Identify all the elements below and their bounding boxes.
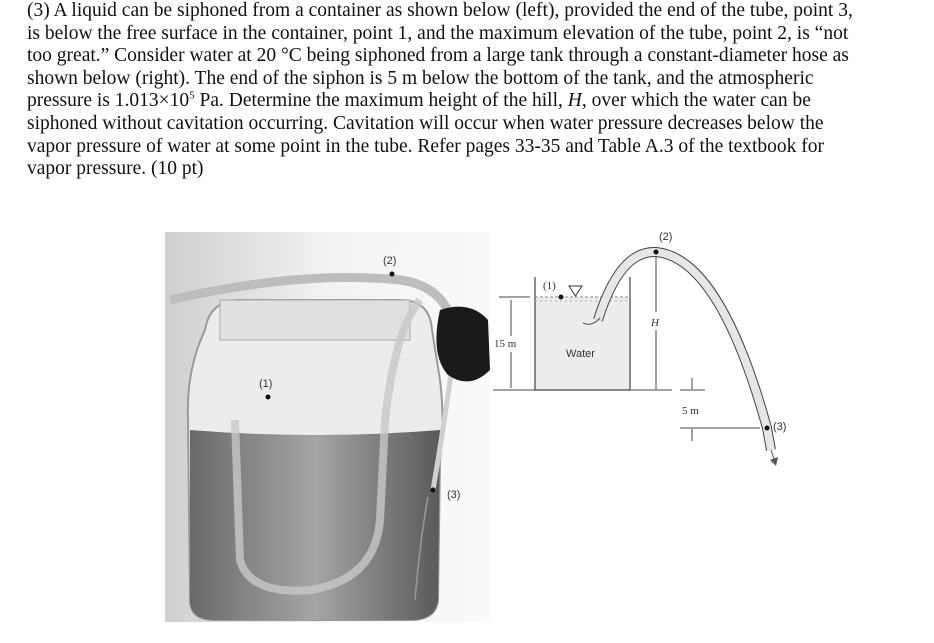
text: Pa. Determine the maximum height of the hill, <box>194 90 568 112</box>
problem-line: is below the free surface in the container, point 1, and the maximum elevation of the tube, point 2, is “not <box>27 22 849 44</box>
problem-line: vapor pressure. (10 pt) <box>27 158 204 180</box>
tank-label: Water <box>566 348 595 360</box>
free-surface-icon <box>569 286 582 296</box>
svg-text:(2): (2) <box>383 255 397 267</box>
text: pressure is 1.013×10 <box>27 90 190 112</box>
depth-label: 15 m <box>494 338 517 350</box>
problem-line: too great.” Consider water at 20 °C being siphoned from a large tank through a constant-diameter hose as <box>27 45 849 67</box>
problem-line: siphoned without cavitation occurring. Cavitation will occur when water pressure decreases below the <box>27 112 824 134</box>
svg-text:(1): (1) <box>259 378 273 390</box>
diagram-point-1-label: (1) <box>543 280 556 292</box>
drop-label: 5 m <box>682 405 699 417</box>
diagram-point-2-label: (2) <box>659 231 673 243</box>
height-label: H <box>651 317 659 329</box>
exponent: 5 <box>189 89 195 102</box>
problem-line: vapor pressure of water at some point in the tube. Refer pages 33-35 and Table A.3 of the textbook for <box>27 135 825 157</box>
problem-line: shown below (right). The end of the siphon is 5 m below the bottom of the tank, and the atmospheric <box>27 67 814 89</box>
problem-line: (3) A liquid can be siphoned from a container as shown below (left), provided the end of the tube, point 3, <box>27 0 853 21</box>
variable-H: H <box>567 90 582 112</box>
text: , over which the water can be <box>581 90 811 112</box>
diagram-point-3-label: (3) <box>773 421 787 433</box>
svg-text:(3): (3) <box>447 489 461 501</box>
